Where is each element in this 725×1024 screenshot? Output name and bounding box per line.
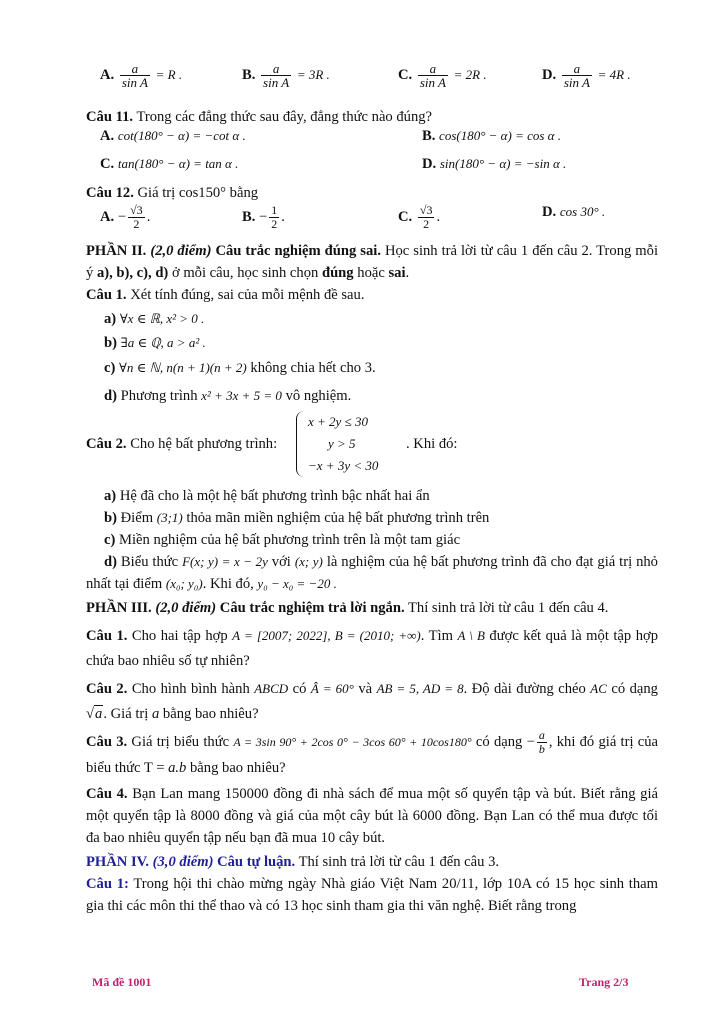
q10-options (86, 62, 658, 96)
part3-q1: Câu 1. Cho hai tập hợp A = [2007; 2022], B = (2010; +∞). Tìm A \ B được kết quả là một tập hợp chứa bao nhiêu số tự nhiên? (86, 628, 659, 669)
part2-q2-d: d) Biểu thức F(x; y) = x − 2y với (x; y) là nghiệm của hệ bất phương trình đã cho đạt giá trị nhỏ nhất tại điểm (x₀; y₀). Khi đó, y₀ − x₀ = −20 . (86, 554, 658, 592)
exam-code: Mã đề 1001 (92, 975, 152, 989)
q11-options-row2 (86, 156, 658, 178)
part2-q1-b: b) ∃a ∈ ℚ, a > a² . (104, 335, 206, 351)
part2-q1-d: d) Phương trình x² + 3x + 5 = 0 vô nghiệm. (104, 388, 352, 404)
q10-option-c: C. $\frac{a}{\text{sin A}}$ = 2R . (398, 61, 487, 90)
part2-q1-c: c) ∀n ∈ ℕ, n(n + 1)(n + 2) không chia hết cho 3. (104, 360, 376, 376)
part4-q1: Câu 1: Trong hội thi chào mừng ngày Nhà giáo Việt Nam 20/11, lớp 10A có 15 học sinh tham gia thi các môn thi thể thao và có 13 học sinh tham gia thi văn nghệ. Biết rằng trong (86, 876, 658, 914)
q11-options-row1 (86, 128, 658, 150)
q10-option-b: B. $\frac{a}{\text{sin A}}$ = 3R . (242, 61, 330, 90)
exam-page (86, 62, 658, 917)
q12-question: Câu 12. Giá trị cos150° bằng (86, 185, 259, 201)
part4-heading: PHẦN IV. (3,0 điểm) Câu tự luận. Thí sinh trả lời từ câu 1 đến câu 3. (86, 854, 500, 870)
part2-q2-a: a) Hệ đã cho là một hệ bất phương trình bậc nhất hai ẩn (104, 488, 430, 504)
part3-heading: PHẦN III. (2,0 điểm) Câu trắc nghiệm trả lời ngắn. Thí sinh trả lời từ câu 1 đến câu 4. (86, 600, 609, 616)
q10-option-d: D. $\frac{a}{\text{sin A}}$ = 4R . (542, 61, 631, 90)
part2-heading: PHẦN II. (2,0 điểm) Câu trắc nghiệm đúng sai. Học sinh trả lời từ câu 1 đến câu 2. Trong mỗi ý a), b), c), d) ở mỗi câu, học sinh chọn đúng hoặc sai. (86, 243, 658, 281)
inequality-system: x + 2y ≤ 30 y > 5 −x + 3y < 30 (296, 411, 378, 477)
part3-q2: Câu 2. Cho hình bình hành ABCD có Â = 60° và AB = 5, AD = 8. Độ dài đường chéo AC có dạng √a. Giá trị a bằng bao nhiêu? (86, 681, 658, 722)
page-number: Trang 2/3 (579, 975, 629, 989)
q11-option-d: D. sin(180° − α) = −sin α . (422, 156, 567, 172)
q12-option-d: D. cos 30° . (542, 204, 606, 220)
part2-q1: Câu 1. Xét tính đúng, sai của mỗi mệnh đề sau. (86, 287, 365, 303)
q12-option-a: A. − $\frac{√3}{2}$ . (100, 203, 151, 231)
q11-option-c: C. tan(180° − α) = tan α . (100, 156, 239, 172)
q12-option-c: C. $\frac{√3}{2}$ . (398, 203, 441, 231)
q12-option-b: B. − $\frac{1}{2}$ . (242, 203, 285, 231)
part2-q2-c: c) Miền nghiệm của hệ bất phương trình trên là một tam giác (104, 532, 461, 548)
part3-q4: Câu 4. Bạn Lan mang 150000 đồng đi nhà sách để mua một số quyển tập và bút. Biết rằng giá một quyển tập là 8000 đồng và giá của một cây bút là 6000 đồng. Bạn Lan có thể mua được tối đa bao nhiêu quyển tập nếu bạn đã mua 10 cây bút. (86, 786, 658, 846)
q12-options (86, 204, 658, 238)
part3-q3: Câu 3. Giá trị biểu thức A = 3sin 90° + 2cos 0° − 3cos 60° + 10cos180° có dạng − $\frac{a}{b}$ , khi đó giá trị của biểu thức T = a.b bằng bao nhiêu? (86, 728, 659, 776)
part2-q2-b: b) Điểm (3;1) thỏa mãn miền nghiệm của hệ bất phương trình trên (104, 510, 490, 526)
q10-option-a: A. $\frac{a}{\text{sin A}}$ = R . (100, 61, 183, 90)
part2-q1-a: a) ∀x ∈ ℝ, x² > 0 . (104, 311, 205, 327)
part2-q2: Câu 2. Cho hệ bất phương trình: x + 2y ≤ 30 y > 5 −x + 3y < 30 . Khi đó: (86, 411, 658, 479)
q11-question: Câu 11. Trong các đẳng thức sau đây, đẳng thức nào đúng? (86, 109, 433, 125)
q11-option-a: A. cot(180° − α) = −cot α . (100, 128, 246, 144)
q11-option-b: B. cos(180° − α) = cos α . (422, 128, 562, 144)
